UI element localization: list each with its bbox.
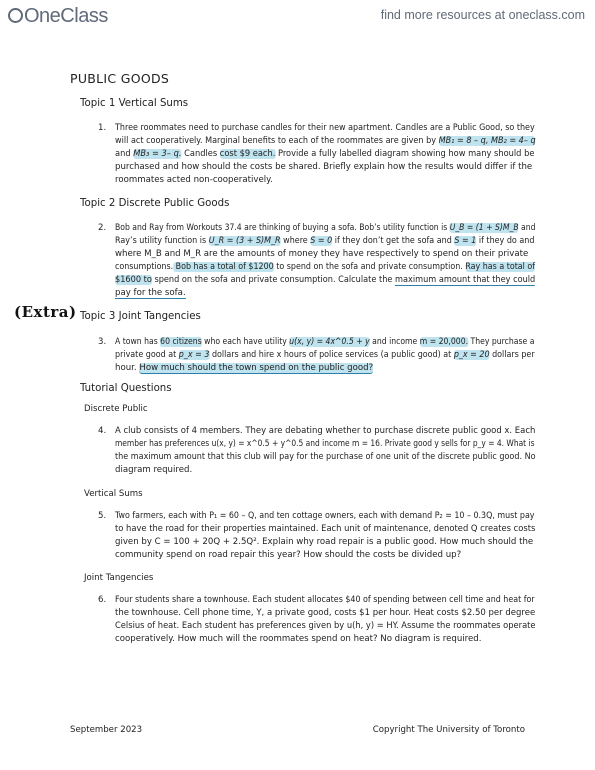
- q3-line-2: private good at p_x = 3 dollars and hire x hours of police services (a public good) at p_x = 20 dollars per: [115, 350, 535, 360]
- vertical-sums-subheading: Vertical Sums: [84, 489, 143, 499]
- question-highlight: How much should the town spend on the public good?: [139, 363, 374, 373]
- tutorial-heading: Tutorial Questions: [80, 383, 172, 394]
- doc-title: PUBLIC GOODS: [70, 71, 170, 86]
- q6-line-2: the townhouse. Cell phone time, Y, a private good, costs $1 per hour. Heat costs $2.50 per degree: [115, 608, 536, 618]
- footer-date: September 2023: [70, 725, 143, 735]
- question-number: 3.: [98, 337, 107, 347]
- topic-3-heading: Topic 3 Joint Tangencies: [80, 311, 201, 322]
- q6-line-3: Celsius of heat. Each student has preferences given by u(h, y) = HY. Assume the roommates operate: [115, 621, 536, 631]
- ray-highlight: Ray has a total of: [465, 262, 536, 272]
- q5-line-1: Two farmers, each with P₁ = 60 – Q, and ten cottage owners, each with demand P₂ = 10 – 0.3Q, must pay: [115, 511, 535, 521]
- q2-line-1: Bob and Ray from Workouts 37.4 are thinking of buying a sofa. Bob’s utility function is U_B = (1 + S)M_B and: [115, 223, 536, 233]
- q2-line-6: pay for the sofa.: [115, 288, 186, 298]
- bob-highlight: Bob has a total of $1200: [173, 262, 274, 272]
- ur-highlight: U_R = (3 + S)M_R: [208, 236, 281, 246]
- utility-highlight: u(x, y) = 4x^0.5 + y: [289, 337, 370, 347]
- ub-highlight: U_B = (1 + S)M_B: [449, 223, 519, 233]
- question-number: 2.: [98, 223, 107, 233]
- price-highlight-1: p_x = 3: [178, 350, 210, 360]
- q2-line-5: $1600 to spend on the sofa and private consumption. Calculate the maximum amount that they could: [115, 275, 536, 285]
- extra-handwritten-note: (Extra): [14, 303, 77, 321]
- income-highlight: m = 20,000.: [419, 337, 469, 347]
- q1-line-1: Three roommates need to purchase candles for their new apartment. Candles are a Public Good, so they: [115, 123, 535, 133]
- price-highlight-2: p_x = 20: [453, 350, 490, 360]
- mb-highlight-2: MB₃ = 3– q.: [133, 149, 182, 159]
- max-underline: maximum amount that they could: [395, 275, 536, 285]
- q4-line-2: member has preferences u(x, y) = x^0.5 + y^0.5 and income m = 16. Private good y sells for p_y = 4. What is: [115, 439, 535, 449]
- q5-line-3: given by C = 100 + 20Q + 2.5Q². Explain why road repair is a public good. How much should the: [115, 537, 534, 547]
- ray-amount-highlight: $1600 to: [115, 275, 152, 285]
- s0-highlight: S = 0: [310, 236, 333, 246]
- q4-line-3: the maximum amount that this club will pay for the purchase of one unit of the discrete public good. No: [115, 452, 536, 462]
- discrete-public-subheading: Discrete Public: [84, 404, 148, 414]
- q6-line-4: cooperatively. How much will the roommates spend on heat? No diagram is required.: [115, 634, 482, 644]
- footer-copyright: Copyright The University of Toronto: [372, 725, 525, 735]
- q3-line-1: A town has 60 citizens who each have utility u(x, y) = 4x^0.5 + y and income m = 20,000. They purchase a: [115, 337, 535, 347]
- mb-highlight-1: MB₁ = 8 – q, MB₂ = 4– q: [438, 136, 536, 146]
- question-number: 1.: [98, 123, 107, 133]
- question-number: 4.: [98, 426, 107, 436]
- q4-line-1: A club consists of 4 members. They are debating whether to purchase discrete public good x. Each: [115, 426, 536, 436]
- cost-highlight: cost $9 each.: [219, 149, 276, 159]
- logo-text: OneClass: [24, 5, 108, 27]
- q6-line-1: Four students share a townhouse. Each student allocates $40 of spending between cell time and heat for: [115, 595, 535, 605]
- joint-tangencies-subheading: Joint Tangencies: [84, 573, 154, 583]
- question-number: 6.: [98, 595, 107, 605]
- q5-line-2: to have the road for their properties maintained. Each unit of maintenance, denoted Q creates costs: [115, 524, 536, 534]
- topic-1-heading: Topic 1 Vertical Sums: [80, 98, 189, 109]
- topic-2-heading: Topic 2 Discrete Public Goods: [80, 198, 230, 209]
- q2-line-4: consumptions. Bob has a total of $1200 to spend on the sofa and private consumption. Ray has a total of: [115, 262, 536, 272]
- q5-line-4: community spend on road repair this year? How should the costs be divided up?: [115, 550, 462, 560]
- s1-highlight: S = 1: [454, 236, 477, 246]
- q1-line-3: and MB₃ = 3– q. Candles cost $9 each. Provide a fully labelled diagram showing how many should be: [115, 149, 535, 159]
- q1-line-4: purchased and how should the costs be shared. Briefly explain how the results would differ if the: [115, 162, 533, 172]
- q4-line-4: diagram required.: [115, 465, 193, 475]
- resources-link[interactable]: find more resources at oneclass.com: [380, 8, 585, 22]
- question-number: 5.: [98, 511, 107, 521]
- q2-line-2: Ray’s utility function is U_R = (3 + S)M_R where S = 0 if they don’t get the sofa and S = 1 if they do and: [115, 236, 535, 246]
- citizens-highlight: 60 citizens: [160, 337, 202, 347]
- q1-line-2: will act cooperatively. Marginal benefits to each of the roommates are given by MB₁ = 8 – q, MB₂ = 4– q: [115, 136, 536, 146]
- q3-line-3: hour. How much should the town spend on the public good?: [115, 363, 374, 373]
- q1-line-5: roommates acted non-cooperatively.: [115, 175, 273, 185]
- q2-line-3: where M_B and M_R are the amounts of money they have respectively to spend on their private: [115, 249, 529, 259]
